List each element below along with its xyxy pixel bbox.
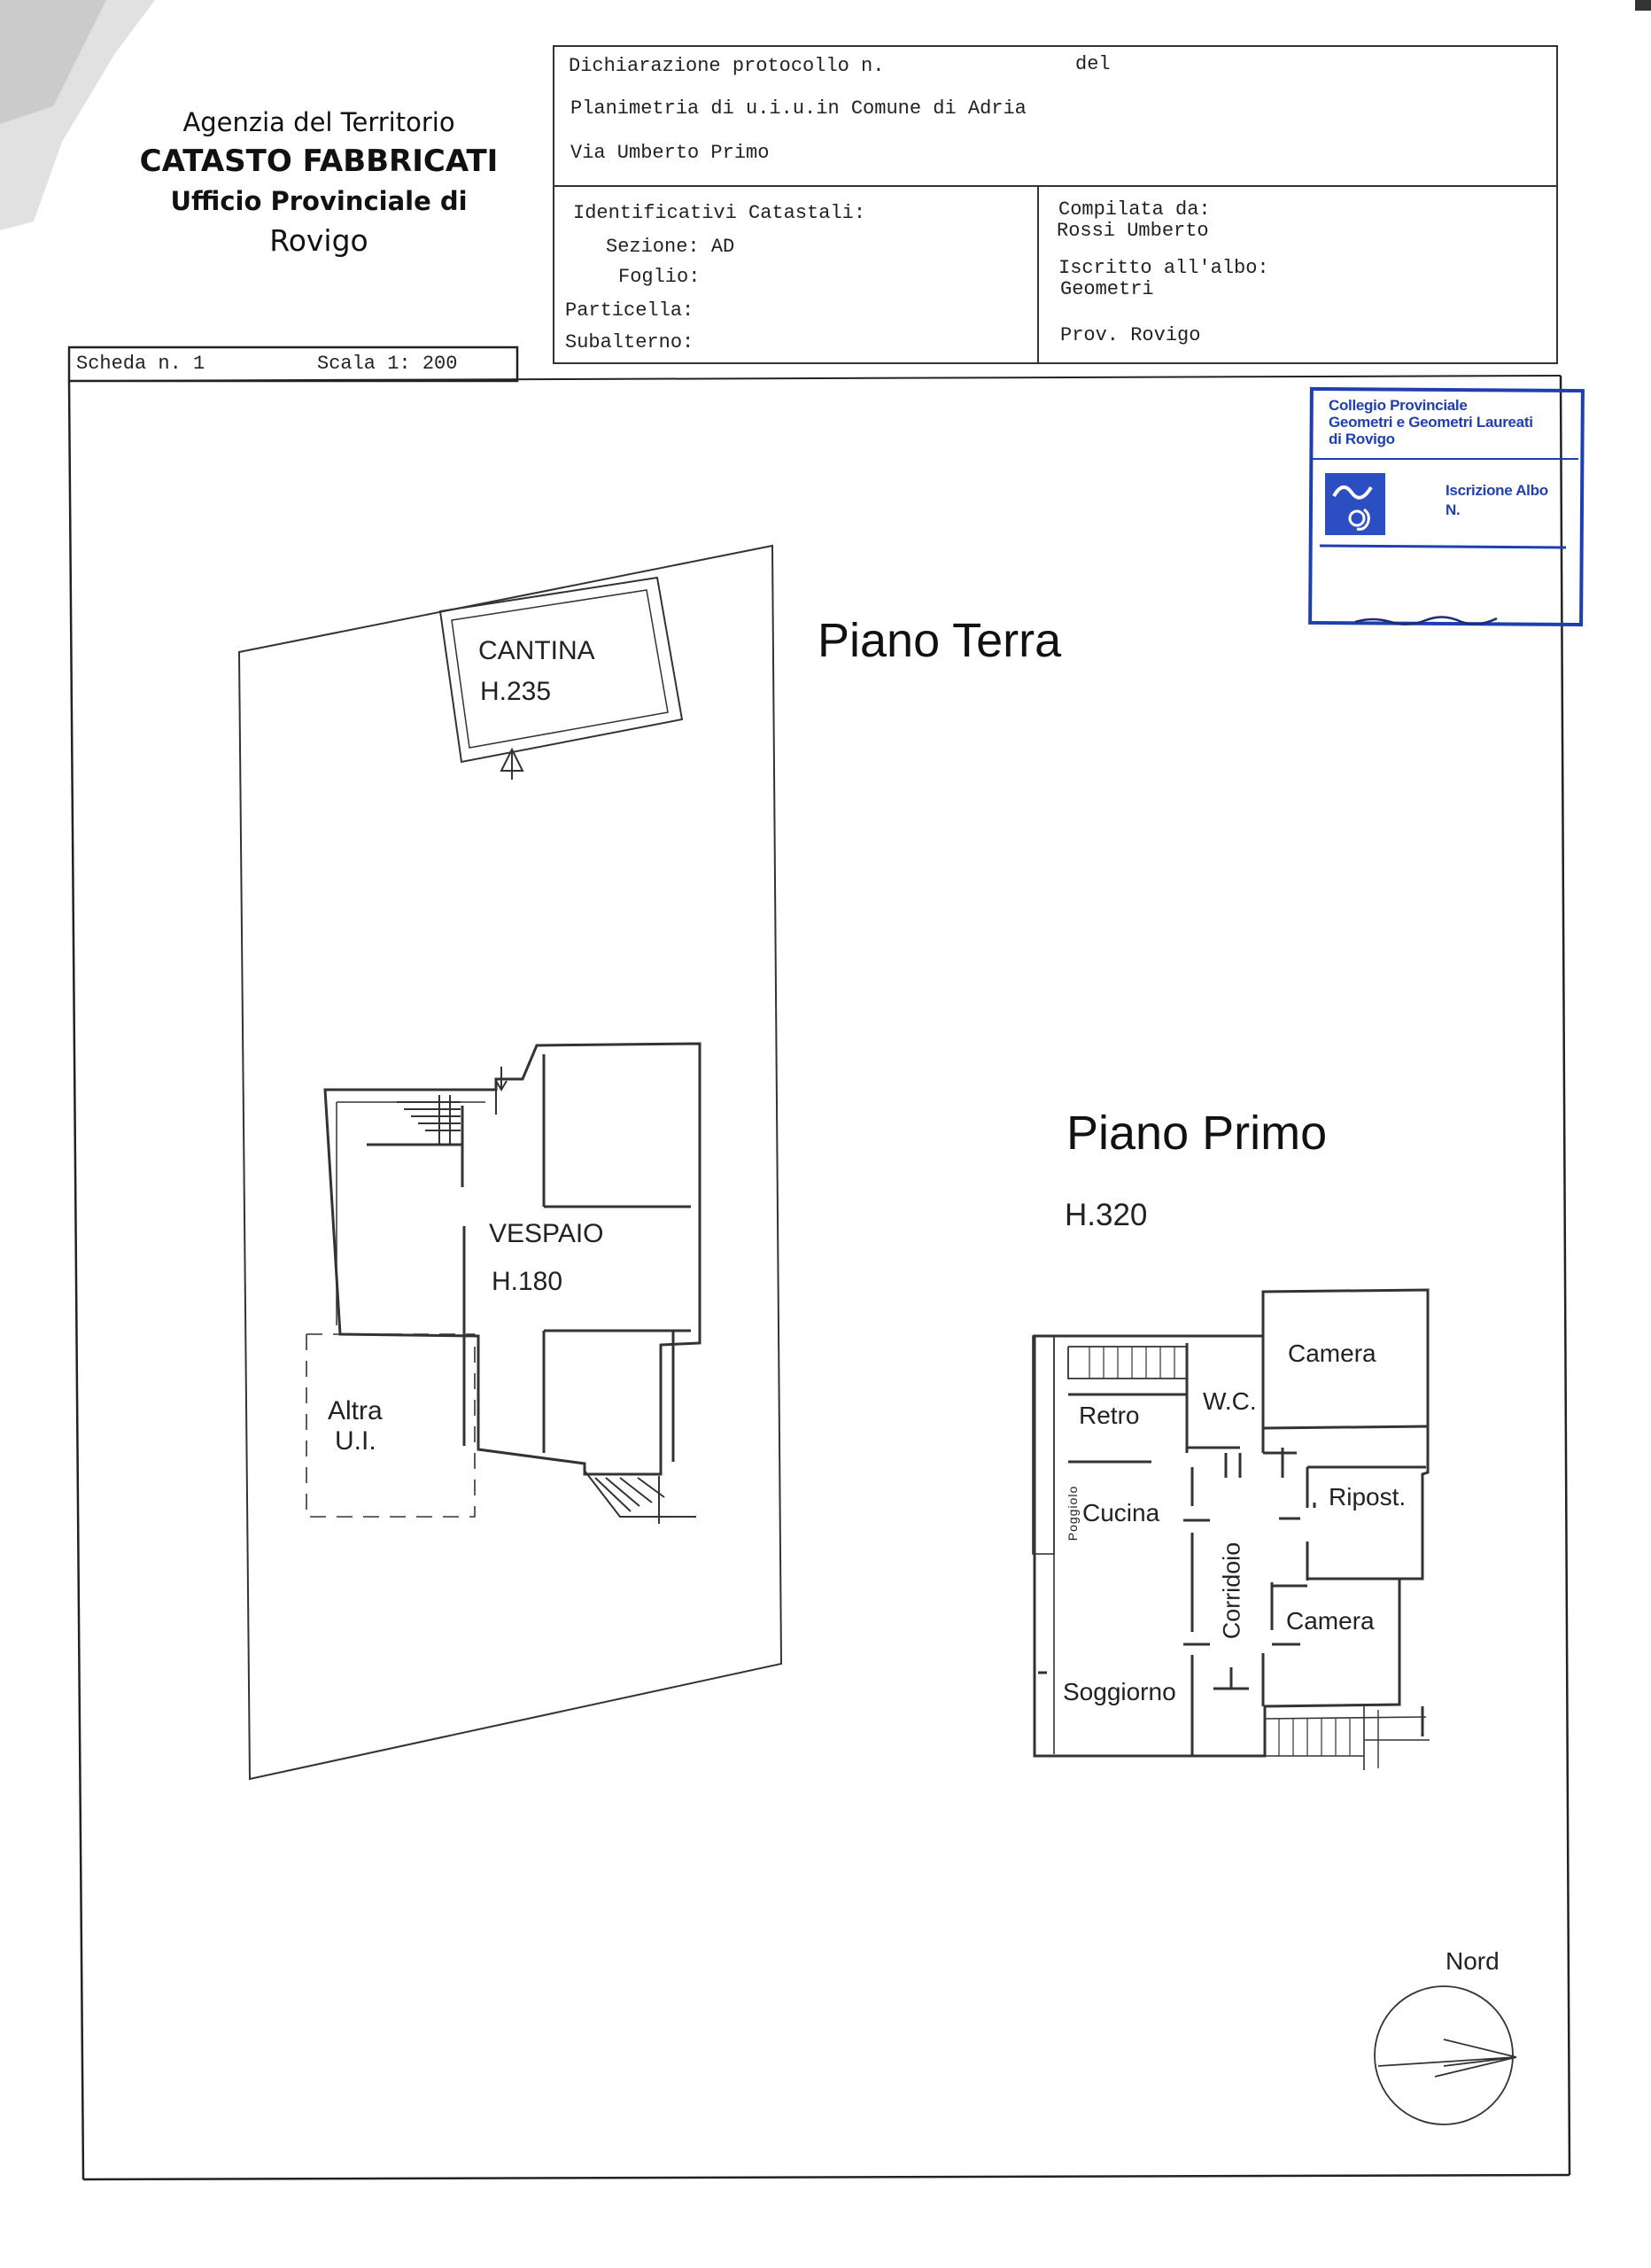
stamp-line3: di Rovigo bbox=[1329, 431, 1395, 447]
cantina-height: H.235 bbox=[480, 677, 552, 706]
room-poggiolo: Poggiolo bbox=[1066, 1485, 1080, 1542]
altra-ui-label: U.I. bbox=[335, 1426, 376, 1456]
ground-floor-title: Piano Terra bbox=[818, 614, 1062, 667]
ufficio-city: Rovigo bbox=[269, 223, 368, 258]
protocol-date-label: del bbox=[1075, 53, 1111, 75]
subalterno-field: Subalterno: bbox=[565, 331, 694, 353]
compilata-label: Compilata da: bbox=[1058, 198, 1211, 221]
address-line: Via Umberto Primo bbox=[570, 142, 770, 164]
north-label: Nord bbox=[1446, 1947, 1500, 1975]
identificativi-title: Identificativi Catastali: bbox=[573, 202, 866, 224]
ufficio-label: Ufficio Provinciale di bbox=[170, 186, 468, 216]
stamp-line1: Collegio Provinciale bbox=[1329, 397, 1468, 414]
particella-field: Particella: bbox=[565, 299, 694, 322]
first-floor-height: H.320 bbox=[1065, 1198, 1148, 1232]
vespaio-label: VESPAIO bbox=[489, 1219, 604, 1248]
room-camera-bottom: Camera bbox=[1286, 1607, 1375, 1635]
room-wc: W.C. bbox=[1203, 1387, 1257, 1415]
protocol-label: Dichiarazione protocollo n. bbox=[569, 55, 885, 77]
stamp-number: N. bbox=[1446, 501, 1461, 518]
room-retro: Retro bbox=[1079, 1402, 1140, 1429]
sezione-field: Sezione: AD bbox=[606, 236, 735, 258]
scheda-number: Scheda n. 1 bbox=[76, 353, 205, 375]
albo-value: Geometri bbox=[1060, 278, 1154, 300]
province-value: Prov. Rovigo bbox=[1060, 324, 1201, 346]
planimetria-line: Planimetria di u.i.u.in Comune di Adria bbox=[570, 97, 1027, 120]
first-floor-title: Piano Primo bbox=[1066, 1107, 1328, 1160]
iscritto-label: Iscritto all'albo: bbox=[1058, 257, 1269, 279]
stamp-iscrizione: Iscrizione Albo bbox=[1446, 482, 1548, 499]
altra-label: Altra bbox=[328, 1396, 383, 1425]
scale-value: Scala 1: 200 bbox=[317, 353, 458, 375]
room-corridoio: Corridoio bbox=[1218, 1542, 1245, 1640]
room-soggiorno: Soggiorno bbox=[1063, 1678, 1176, 1705]
room-cucina: Cucina bbox=[1082, 1499, 1160, 1526]
stamp-line2: Geometri e Geometri Laureati bbox=[1329, 414, 1533, 431]
compilata-name: Rossi Umberto bbox=[1057, 220, 1209, 242]
room-camera-top: Camera bbox=[1288, 1340, 1376, 1367]
agency-name: Agenzia del Territorio bbox=[182, 107, 455, 137]
foglio-field: Foglio: bbox=[618, 266, 701, 288]
catasto-title: CATASTO FABBRICATI bbox=[139, 144, 499, 179]
room-ripost: Ripost. bbox=[1329, 1483, 1407, 1511]
vespaio-height: H.180 bbox=[492, 1267, 563, 1296]
cantina-label: CANTINA bbox=[478, 636, 595, 665]
